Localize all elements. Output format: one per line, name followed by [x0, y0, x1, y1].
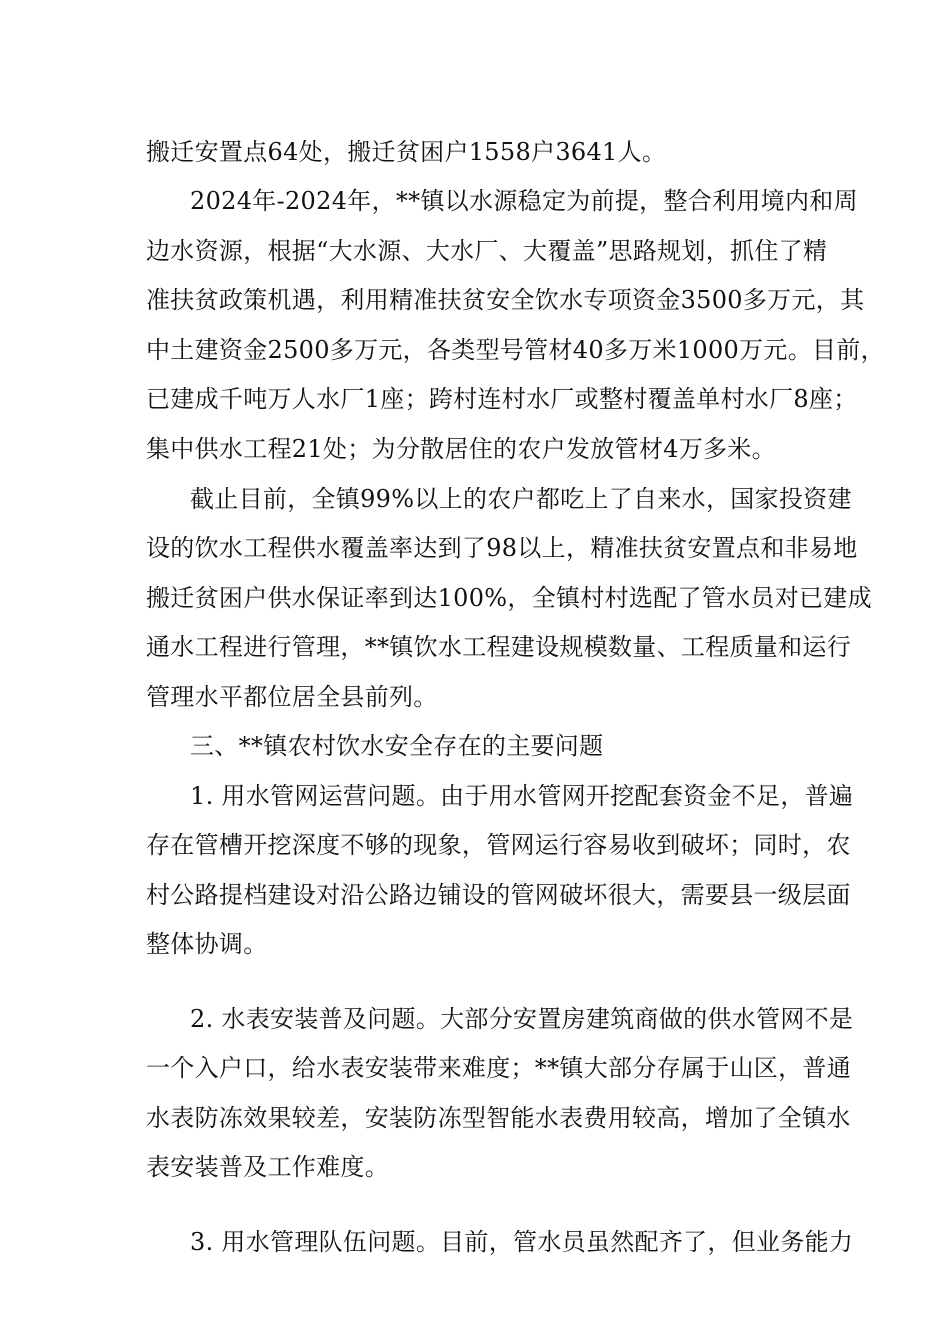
paragraph-first-line: 3. 用水管理队伍问题。目前，管水员虽然配齐了，但业务能力	[190, 1228, 854, 1256]
text-line: 中土建资金2500多万元，各类型号管材40多万米1000万元。目前，	[146, 336, 885, 364]
text-line: 设的饮水工程供水覆盖率达到了98以上，精准扶贫安置点和非易地	[146, 534, 858, 562]
text-line: 准扶贫政策机遇，利用精准扶贫安全饮水专项资金3500多万元，其	[146, 286, 865, 314]
text-line: 表安装普及工作难度。	[146, 1153, 389, 1181]
text-line: 一个入户口，给水表安装带来难度；**镇大部分存属于山区，普通	[146, 1054, 851, 1082]
text-line: 水表防冻效果较差，安装防冻型智能水表费用较高，增加了全镇水	[146, 1104, 851, 1132]
paragraph-first-line: 截止目前，全镇99%以上的农户都吃上了自来水，国家投资建	[190, 485, 852, 513]
text-line: 通水工程进行管理，**镇饮水工程建设规模数量、工程质量和运行	[146, 633, 851, 661]
paragraph-first-line: 2024年-2024年，**镇以水源稳定为前提，整合利用境内和周	[190, 187, 858, 215]
text-line: 搬迁安置点64处，搬迁贫困户1558户3641人。	[146, 138, 667, 166]
text-line: 存在管槽开挖深度不够的现象，管网运行容易收到破坏；同时，农	[146, 831, 851, 859]
section-heading: 三、**镇农村饮水安全存在的主要问题	[190, 732, 604, 760]
text-line: 边水资源，根据“大水源、大水厂、大覆盖”思路规划，抓住了精	[146, 237, 828, 265]
text-line: 已建成千吨万人水厂1座；跨村连村水厂或整村覆盖单村水厂8座；	[146, 385, 858, 413]
text-line: 整体协调。	[146, 930, 268, 958]
text-line: 村公路提档建设对沿公路边铺设的管网破坏很大，需要县一级层面	[146, 881, 851, 909]
paragraph-first-line: 2. 水表安装普及问题。大部分安置房建筑商做的供水管网不是	[190, 1005, 854, 1033]
text-line: 搬迁贫困户供水保证率到达100%，全镇村村选配了管水员对已建成	[146, 584, 872, 612]
paragraph-first-line: 1. 用水管网运营问题。由于用水管网开挖配套资金不足，普遍	[190, 782, 854, 810]
text-line: 集中供水工程21处；为分散居住的农户发放管材4万多米。	[146, 435, 776, 463]
text-line: 管理水平都位居全县前列。	[146, 683, 438, 711]
